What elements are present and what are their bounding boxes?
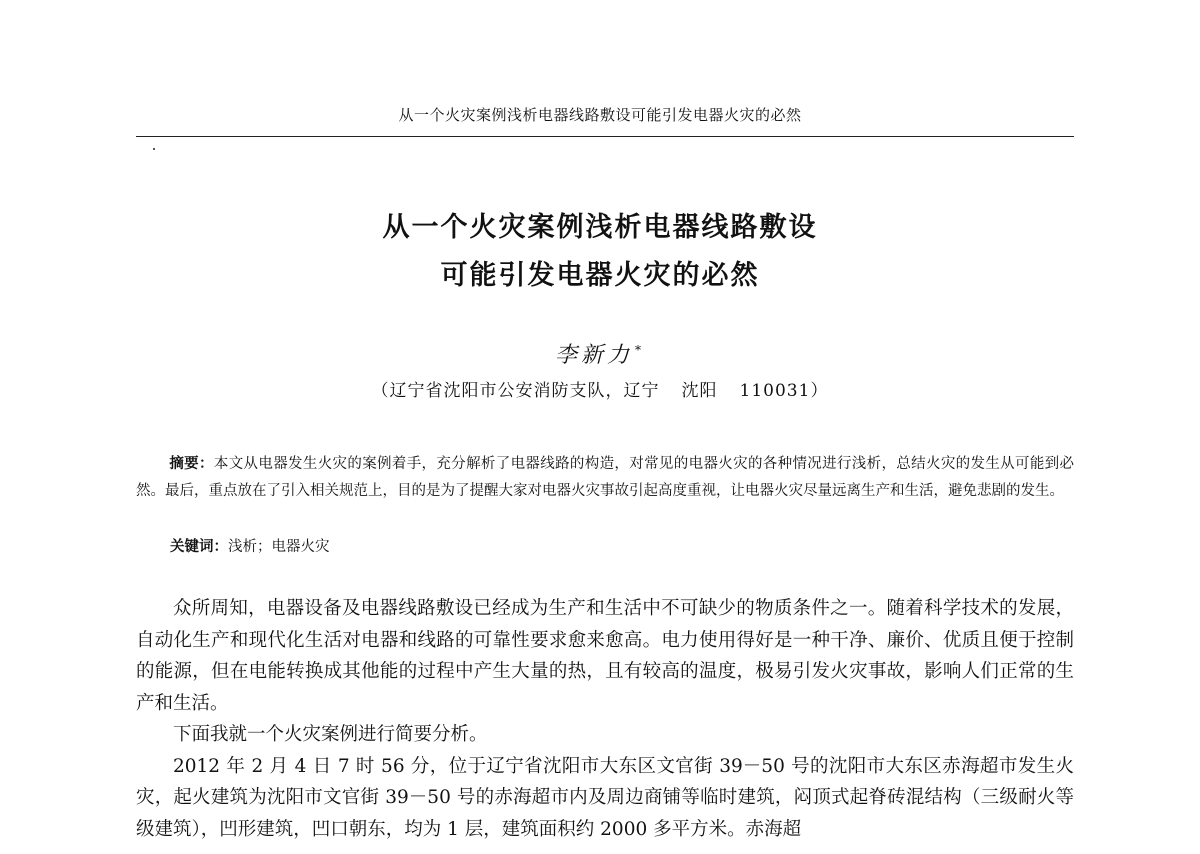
affiliation-close-paren: ） — [810, 381, 829, 401]
abstract-text: 本文从电器发生火灾的案例着手，充分解析了电器线路的构造，对常见的电器火灾的各种情况进行浅析，总结火灾的发生从可能到必然。最后，重点放在了引入相关规范上，目的是为了提醒大家对电器火灾事故引起高度重视，让电器火灾尽量远离生产和生活，避免悲剧的发生。 — [136, 456, 1075, 499]
header-rule — [136, 136, 1074, 137]
keywords-text: 浅析；电器火灾 — [228, 539, 330, 555]
keywords-label: 关键词： — [170, 539, 228, 555]
author-footnote-mark: * — [635, 342, 645, 357]
body-paragraph: 下面我就一个火灾案例进行简要分析。 — [173, 724, 488, 745]
abstract-label: 摘要： — [169, 456, 214, 472]
body-text — [136, 593, 1074, 845]
affiliation-city: 沈阳 — [681, 381, 718, 401]
keywords — [170, 534, 330, 561]
author-name: 李新力 — [554, 343, 633, 368]
abstract — [136, 451, 1074, 505]
title-line-2: 可能引发电器火灾的必然 — [440, 260, 760, 291]
running-header: 从一个火灾案例浅析电器线路敷设可能引发电器火灾的必然 — [398, 106, 802, 124]
affiliation-postcode: 110031 — [739, 381, 811, 401]
scan-speck — [153, 148, 155, 150]
body-paragraph: 众所周知，电器设备及电器线路敷设已经成为生产和生活中不可缺少的物质条件之一。随着科学技术的发展，自动化生产和现代化生活对电器和线路的可靠性要求愈来愈高。电力使用得好是一种干净、廉价、优质且便于控制的能源，但在电能转换成其他能的过程中产生大量的热，且有较高的温度，极易引发火灾事故，影响人们正常的生产和生活。 — [136, 598, 1074, 714]
affiliation-open-paren: （ — [371, 381, 390, 401]
title-line-1: 从一个火灾案例浅析电器线路敷设 — [382, 212, 818, 243]
body-paragraph: 2012 年 2 月 4 日 7 时 56 分，位于辽宁省沈阳市大东区文官街 39－50 号的沈阳市大东区赤海超市发生火灾，起火建筑为沈阳市文官街 39－50 号的赤海超市内及周边商铺等临时建筑，闷顶式起脊砖混结构（三级耐火等级建筑），凹形建筑，凹口朝东，均为 1 层，建筑面积约 2000 多平方米。赤海超 — [136, 755, 1074, 840]
affiliation-org: 辽宁省沈阳市公安消防支队，辽宁 — [389, 381, 660, 401]
affiliation — [0, 376, 1200, 401]
author — [0, 338, 1200, 369]
